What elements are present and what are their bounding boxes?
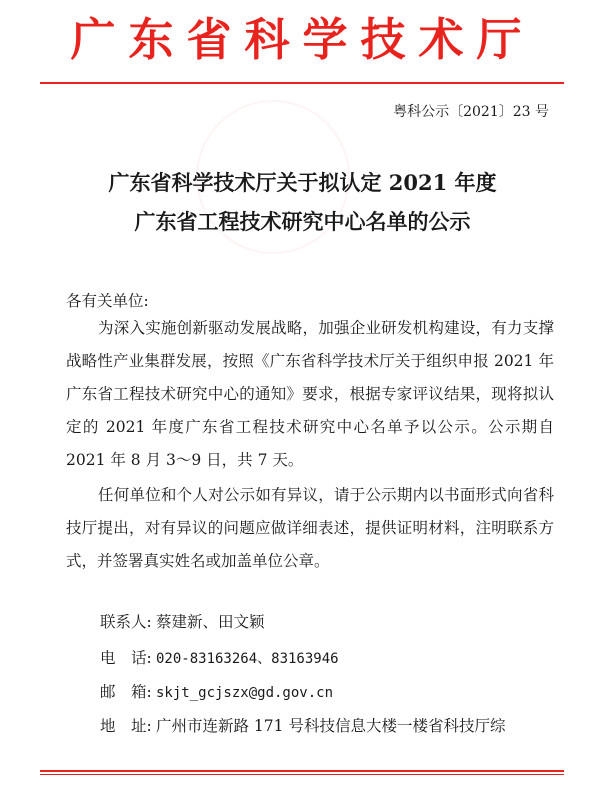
contact-address-value: 广州市连新路 171 号科技信息大楼一楼省科技厅综 bbox=[156, 717, 506, 735]
masthead-title: 广东省科学技术厅 bbox=[70, 13, 535, 66]
masthead-red-rule bbox=[40, 82, 564, 84]
salutation: 各有关单位: bbox=[66, 292, 149, 310]
footer-red-rule-thick bbox=[40, 770, 564, 772]
contact-email-value: skjt_gcjszx@gd.gov.cn bbox=[156, 685, 334, 701]
document-number: 粤科公示〔2021〕23 号 bbox=[393, 104, 549, 120]
contact-phone-value: 020-83163264、83163946 bbox=[156, 651, 339, 667]
notice-title-line-1: 广东省科学技术厅关于拟认定 2021 年度 bbox=[108, 170, 497, 195]
contact-email-label: 邮 箱: bbox=[100, 683, 152, 701]
contact-phone-row bbox=[100, 648, 339, 669]
body-paragraph-1: 为深入实施创新驱动发展战略，加强企业研发机构建设，有力支撑战略性产业集群发展，按照《广东省科学技术厅关于组织申报 2021 年广东省工程技术研究中心的通知》要求，根据专家评议结果，现将拟认定的 2021 年度广东省工程技术研究中心名单予以公示。公示期自 2021 年 8 月 3～9 日，共 7 天。 bbox=[66, 319, 554, 469]
contact-person-value: 蔡建新、田文颖 bbox=[156, 613, 265, 631]
contact-email-row bbox=[100, 682, 333, 703]
body-paragraph-2: 任何单位和个人对公示如有异议，请于公示期内以书面形式向省科技厅提出，对有异议的问题应做详细表述，提供证明材料，注明联系方式，并签署真实姓名或加盖单位公章。 bbox=[66, 486, 554, 570]
footer-red-rule-thin bbox=[40, 774, 564, 775]
contact-phone-label: 电 话: bbox=[100, 649, 152, 667]
contact-person-label: 联系人: bbox=[100, 613, 152, 631]
notice-title-line-2: 广东省工程技术研究中心名单的公示 bbox=[134, 209, 471, 234]
contact-address-row bbox=[100, 716, 505, 736]
contact-address-label: 地 址: bbox=[100, 717, 152, 735]
contact-person-row bbox=[100, 612, 265, 632]
